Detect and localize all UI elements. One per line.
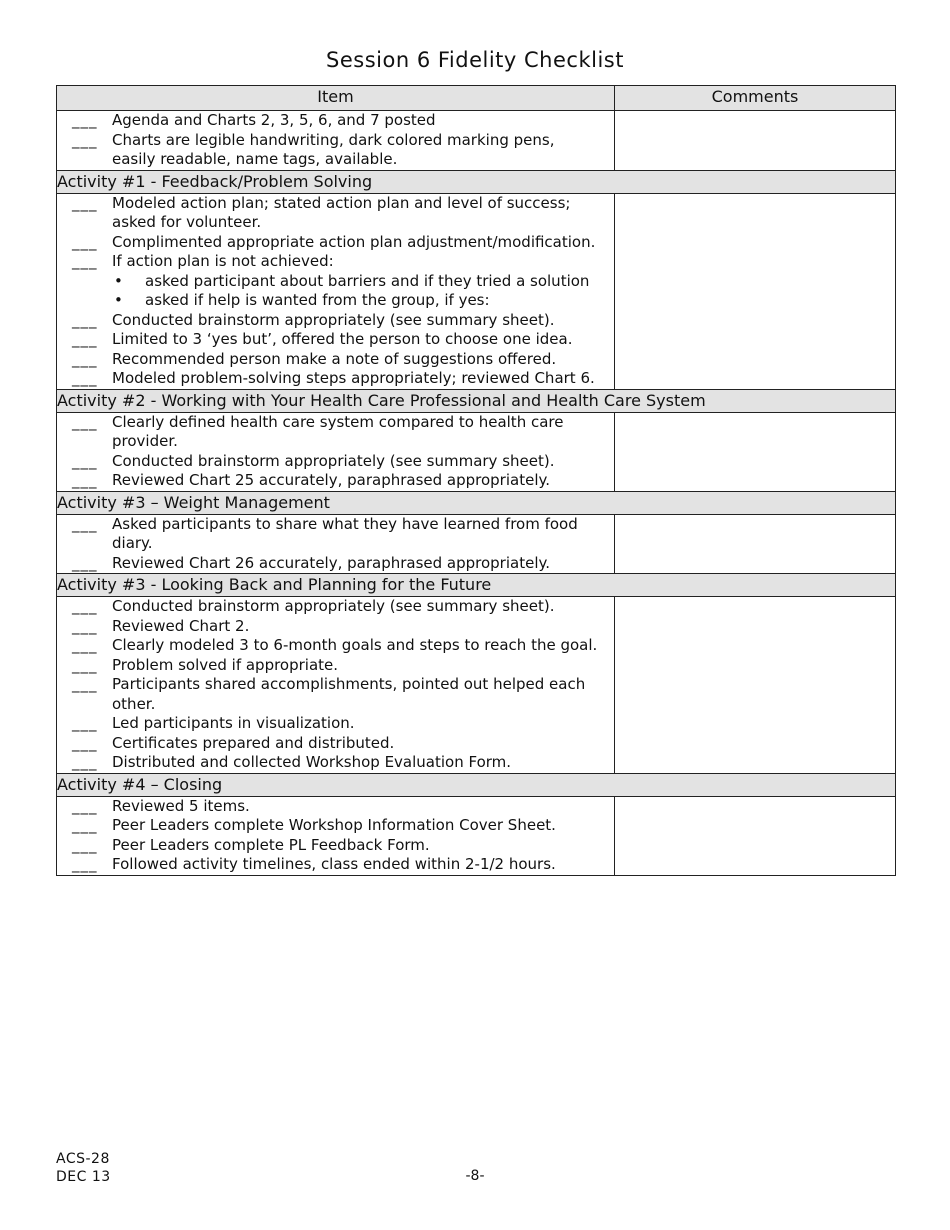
comments-cell[interactable] — [615, 193, 896, 389]
checkbox-blank[interactable]: ___ — [72, 349, 98, 368]
checklist-item-text: Conducted brainstorm appropriately (see summary sheet). — [112, 451, 555, 470]
section-content-row — [57, 597, 896, 774]
checkbox-blank[interactable]: ___ — [72, 636, 98, 654]
checkbox-blank[interactable]: ___ — [72, 796, 98, 815]
checklist-item-text: Clearly modeled 3 to 6-month goals and steps to reach the goal. — [112, 636, 598, 654]
checklist-item — [57, 797, 614, 817]
items-cell — [57, 412, 615, 491]
checklist-item-text: Reviewed Chart 26 accurately, paraphrased appropriately. — [112, 553, 550, 572]
section-content-row — [57, 514, 896, 574]
page-title: Session 6 Fidelity Checklist — [326, 48, 624, 72]
checklist-item — [57, 617, 614, 637]
section-header-row — [57, 389, 896, 412]
checklist-item — [57, 330, 614, 350]
checklist-item — [57, 233, 614, 253]
checklist-item-text: Peer Leaders complete PL Feedback Form. — [112, 835, 430, 854]
section-title: Activity #3 – Weight Management — [57, 491, 896, 514]
checkbox-blank[interactable]: ___ — [72, 753, 98, 771]
checklist-item-text: Limited to 3 ‘yes but’, offered the person to choose one idea. — [112, 330, 573, 348]
checkbox-blank[interactable]: ___ — [72, 835, 98, 854]
comments-cell[interactable] — [615, 597, 896, 774]
checklist-item — [57, 816, 614, 836]
checkbox-blank[interactable]: ___ — [72, 412, 98, 431]
checklist-item — [57, 452, 614, 472]
section-header-row — [57, 773, 896, 796]
checkbox-blank[interactable]: ___ — [72, 369, 98, 387]
checkbox-blank[interactable]: ___ — [72, 252, 98, 270]
checklist-item-text: Certificates prepared and distributed. — [112, 733, 395, 752]
section-title: Activity #3 - Looking Back and Planning for the Future — [57, 574, 896, 597]
checkbox-blank[interactable]: ___ — [72, 111, 98, 129]
checkbox-blank[interactable]: ___ — [72, 855, 98, 873]
checklist-item — [57, 252, 614, 272]
checklist-item — [57, 656, 614, 676]
checklist-item — [57, 836, 614, 856]
section-content-row — [57, 193, 896, 389]
checklist-item-text: Led participants in visualization. — [112, 714, 355, 732]
bullet-item — [57, 272, 614, 292]
section-header-row — [57, 170, 896, 193]
checklist-item — [57, 471, 614, 491]
section-title: Activity #4 – Closing — [57, 773, 896, 796]
checkbox-blank[interactable]: ___ — [72, 451, 98, 470]
checklist-item-text: Followed activity timelines, class ended within 2-1/2 hours. — [112, 855, 556, 873]
checkbox-blank[interactable]: ___ — [72, 616, 98, 635]
fidelity-checklist-table — [56, 85, 896, 876]
checklist-item-text: Participants shared accomplishments, pointed out helped each other. — [112, 675, 586, 713]
checkbox-blank[interactable]: ___ — [72, 193, 98, 212]
items-cell — [57, 597, 615, 774]
checklist-item-text: Reviewed Chart 25 accurately, paraphrased appropriately. — [112, 471, 550, 489]
checklist-item — [57, 131, 614, 170]
checklist-item-text: Asked participants to share what they have learned from food diary. — [112, 514, 578, 552]
bullet-item-text: asked if help is wanted from the group, if yes: — [145, 291, 490, 309]
checklist-item — [57, 753, 614, 773]
checklist-item — [57, 515, 614, 554]
checkbox-blank[interactable]: ___ — [72, 553, 98, 572]
checklist-item-text: Modeled action plan; stated action plan and level of success; asked for volunteer. — [112, 193, 571, 231]
checkbox-blank[interactable]: ___ — [72, 655, 98, 674]
section-header-row — [57, 491, 896, 514]
checkbox-blank[interactable]: ___ — [72, 675, 98, 693]
checklist-item — [57, 194, 614, 233]
checkbox-blank[interactable]: ___ — [72, 733, 98, 752]
checkbox-blank[interactable]: ___ — [72, 471, 98, 489]
checklist-item — [57, 675, 614, 714]
checklist-item-text: Complimented appropriate action plan adjustment/modification. — [112, 232, 596, 251]
checklist-body — [57, 111, 896, 876]
checklist-item-text: Recommended person make a note of suggestions offered. — [112, 349, 557, 368]
checklist-item — [57, 413, 614, 452]
checkbox-blank[interactable]: ___ — [72, 514, 98, 533]
page-number: -8- — [465, 1168, 485, 1184]
checklist-item — [57, 636, 614, 656]
checklist-item — [57, 734, 614, 754]
checklist-item — [57, 369, 614, 389]
checklist-item-text: Clearly defined health care system compared to health care provider. — [112, 412, 564, 450]
section-title: Activity #1 - Feedback/Problem Solving — [57, 170, 896, 193]
bullet-icon: • — [114, 291, 123, 309]
checkbox-blank[interactable]: ___ — [72, 597, 98, 615]
checklist-item — [57, 714, 614, 734]
comments-cell[interactable] — [615, 111, 896, 171]
section-header-row — [57, 574, 896, 597]
section-content-row — [57, 796, 896, 875]
checkbox-blank[interactable]: ___ — [72, 310, 98, 329]
comments-cell[interactable] — [615, 796, 896, 875]
comments-column-header: Comments — [615, 86, 896, 111]
checklist-item — [57, 350, 614, 370]
items-cell — [57, 193, 615, 389]
checklist-item-text: If action plan is not achieved: — [112, 252, 334, 270]
checklist-item — [57, 554, 614, 574]
intro-row — [57, 111, 896, 171]
checklist-item-text: Agenda and Charts 2, 3, 5, 6, and 7 posted — [112, 111, 436, 129]
checklist-item — [57, 111, 614, 131]
checklist-item-text: Charts are legible handwriting, dark colored marking pens, easily readable, name tags, available. — [112, 130, 555, 168]
bullet-item — [57, 291, 614, 311]
document-date: DEC 13 — [56, 1169, 111, 1185]
checklist-item-text: Problem solved if appropriate. — [112, 655, 339, 674]
comments-cell[interactable] — [615, 412, 896, 491]
checklist-item-text: Reviewed Chart 2. — [112, 616, 250, 635]
item-column-header: Item — [57, 86, 615, 111]
checkbox-blank[interactable]: ___ — [72, 130, 98, 149]
comments-cell[interactable] — [615, 514, 896, 574]
checklist-item-text: Modeled problem-solving steps appropriately; reviewed Chart 6. — [112, 369, 595, 387]
section-content-row — [57, 412, 896, 491]
items-cell — [57, 111, 615, 171]
checklist-item-text: Peer Leaders complete Workshop Information Cover Sheet. — [112, 816, 556, 834]
checklist-item-text: Distributed and collected Workshop Evaluation Form. — [112, 753, 512, 771]
checklist-item-text: Conducted brainstorm appropriately (see summary sheet). — [112, 310, 555, 329]
items-cell — [57, 514, 615, 574]
bullet-item-text: asked participant about barriers and if they tried a solution — [145, 271, 590, 290]
checklist-item — [57, 597, 614, 617]
document-code: ACS-28 — [56, 1151, 110, 1167]
table-header-row — [57, 86, 896, 111]
checkbox-blank[interactable]: ___ — [72, 330, 98, 348]
checkbox-blank[interactable]: ___ — [72, 232, 98, 251]
checklist-item — [57, 311, 614, 331]
bullet-icon: • — [114, 271, 123, 290]
checklist-item-text: Reviewed 5 items. — [112, 796, 250, 815]
checkbox-blank[interactable]: ___ — [72, 714, 98, 732]
checkbox-blank[interactable]: ___ — [72, 816, 98, 834]
items-cell — [57, 796, 615, 875]
checklist-item-text: Conducted brainstorm appropriately (see summary sheet). — [112, 597, 555, 615]
checklist-item — [57, 855, 614, 875]
section-title: Activity #2 - Working with Your Health Care Professional and Health Care System — [57, 389, 896, 412]
